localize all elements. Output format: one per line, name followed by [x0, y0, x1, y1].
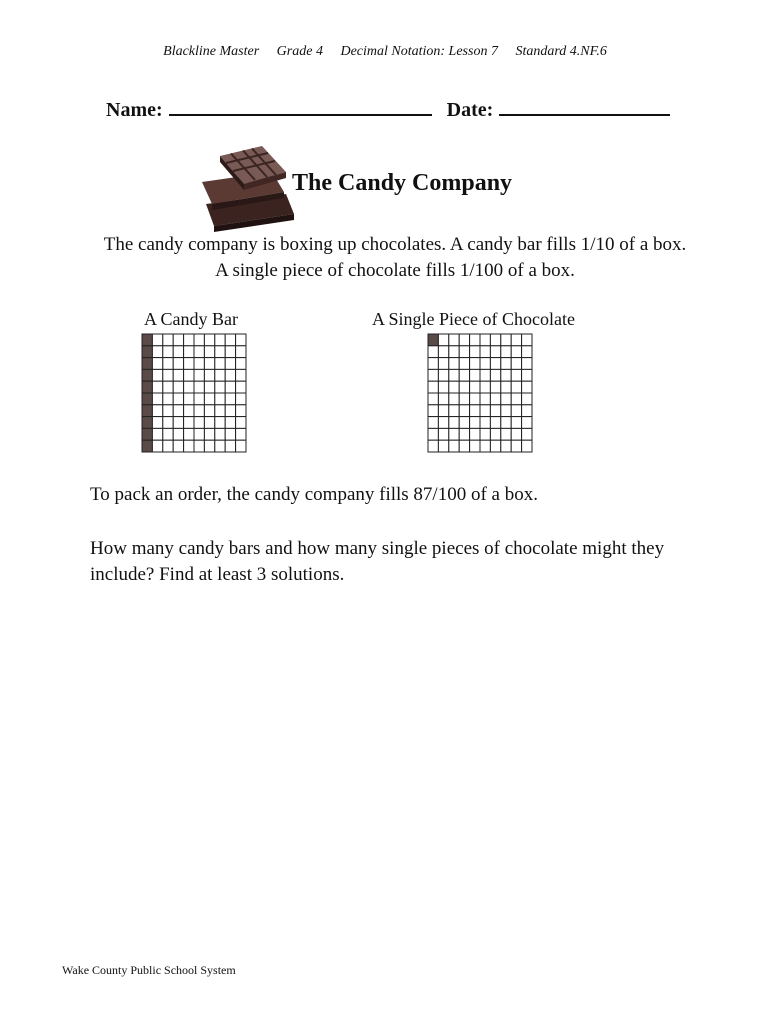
intro-text	[0, 232, 770, 284]
single-piece-grid-cell	[522, 428, 532, 440]
chocolate-bar-illustration	[200, 142, 298, 232]
single-piece-grid-cell	[470, 440, 480, 452]
candy-bar-grid-cell	[173, 334, 183, 346]
candy-bar-grid-cell	[173, 405, 183, 417]
single-piece-grid-cell	[459, 381, 469, 393]
candy-bar-grid-shaded-cell	[142, 381, 152, 393]
order-text: To pack an order, the candy company fills 87/100 of a box.	[90, 484, 538, 505]
candy-bar-grid-cell	[173, 440, 183, 452]
candy-bar-grid-cell	[194, 334, 204, 346]
single-piece-grid-cell	[459, 417, 469, 429]
single-piece-grid-cell	[449, 369, 459, 381]
candy-bar-grid-cell	[236, 440, 246, 452]
single-piece-grid-cell	[459, 405, 469, 417]
question-line-1: How many candy bars and how many single pieces of chocolate might they	[90, 538, 665, 559]
candy-bar-label: A Candy Bar	[144, 309, 238, 329]
single-piece-grid-cell	[490, 334, 500, 346]
candy-bar-grid-cell	[152, 381, 162, 393]
single-piece-grid-cell	[470, 334, 480, 346]
candy-bar-grid-shaded-cell	[142, 369, 152, 381]
candy-bar-grid-shaded-cell	[142, 440, 152, 452]
candy-bar-grid-cell	[225, 334, 235, 346]
candy-bar-grid-cell	[204, 428, 214, 440]
single-piece-grid-cell	[480, 381, 490, 393]
single-piece-grid-cell	[490, 428, 500, 440]
single-piece-grid-cell	[522, 358, 532, 370]
intro-line-1: The candy company is boxing up chocolates. A candy bar fills 1/10 of a box.	[103, 234, 687, 255]
candy-bar-grid-cell	[215, 428, 225, 440]
single-piece-grid-cell	[470, 428, 480, 440]
single-piece-grid-cell	[438, 346, 448, 358]
candy-bar-grid-cell	[225, 358, 235, 370]
single-piece-grid-cell	[501, 417, 511, 429]
candy-bar-grid-cell	[236, 346, 246, 358]
candy-bar-grid-cell	[204, 405, 214, 417]
single-piece-grid-cell	[522, 346, 532, 358]
single-piece-grid-cell	[449, 417, 459, 429]
candy-bar-grid-cell	[215, 381, 225, 393]
candy-bar-grid-cell	[215, 346, 225, 358]
single-piece-grid-cell	[438, 381, 448, 393]
single-piece-grid-cell	[438, 428, 448, 440]
candy-bar-grid-cell	[194, 358, 204, 370]
candy-bar-grid	[141, 333, 247, 455]
single-piece-grid-cell	[438, 440, 448, 452]
single-piece-grid-cell	[522, 440, 532, 452]
candy-bar-grid-cell	[152, 417, 162, 429]
single-piece-grid-cell	[449, 346, 459, 358]
single-piece-grid-cell	[501, 381, 511, 393]
candy-bar-grid-cell	[163, 358, 173, 370]
single-piece-grid-shaded-cell	[428, 334, 438, 346]
candy-bar-grid-cell	[236, 405, 246, 417]
candy-bar-grid-cell	[163, 346, 173, 358]
candy-bar-grid-cell	[163, 428, 173, 440]
single-piece-grid-cell	[480, 358, 490, 370]
candy-bar-grid-cell	[215, 405, 225, 417]
question-text	[90, 536, 710, 588]
single-piece-grid-cell	[511, 358, 521, 370]
single-piece-grid-cell	[480, 405, 490, 417]
single-piece-grid-cell	[511, 346, 521, 358]
single-piece-grid-cell	[438, 334, 448, 346]
single-piece-grid-cell	[428, 405, 438, 417]
candy-bar-grid-cell	[215, 393, 225, 405]
single-piece-grid-cell	[511, 381, 521, 393]
single-piece-grid-cell	[470, 393, 480, 405]
single-piece-grid-cell	[501, 369, 511, 381]
single-piece-grid-cell	[511, 428, 521, 440]
candy-bar-grid-cell	[225, 405, 235, 417]
candy-bar-grid-shaded-cell	[142, 346, 152, 358]
single-piece-grid-cell	[511, 334, 521, 346]
candy-bar-grid-cell	[194, 381, 204, 393]
single-piece-grid-cell	[428, 381, 438, 393]
single-piece-grid-cell	[459, 393, 469, 405]
header-master: Blackline Master	[163, 44, 260, 59]
page-header	[0, 44, 770, 60]
candy-bar-grid-cell	[225, 393, 235, 405]
candy-bar-grid-cell	[173, 428, 183, 440]
single-piece-grid-cell	[470, 417, 480, 429]
candy-bar-grid-cell	[163, 440, 173, 452]
question-line-2: include? Find at least 3 solutions.	[90, 564, 345, 585]
single-piece-grid-cell	[459, 428, 469, 440]
single-piece-grid-cell	[501, 334, 511, 346]
single-piece-grid-cell	[470, 405, 480, 417]
single-piece-grid-cell	[459, 369, 469, 381]
single-piece-grid-cell	[480, 334, 490, 346]
candy-bar-grid-cell	[236, 417, 246, 429]
single-piece-grid-cell	[459, 334, 469, 346]
candy-bar-grid-cell	[194, 369, 204, 381]
candy-bar-grid-cell	[163, 334, 173, 346]
single-piece-grid-cell	[522, 369, 532, 381]
single-piece-grid-cell	[470, 346, 480, 358]
single-piece-grid-cell	[449, 405, 459, 417]
single-piece-grid-cell	[470, 381, 480, 393]
candy-bar-grid-cell	[225, 417, 235, 429]
single-piece-grid-cell	[449, 358, 459, 370]
candy-bar-grid-cell	[215, 358, 225, 370]
single-piece-grid-cell	[501, 346, 511, 358]
name-label: Name:	[106, 99, 163, 121]
single-piece-grid-cell	[501, 393, 511, 405]
candy-bar-grid-cell	[236, 369, 246, 381]
candy-bar-grid-cell	[194, 393, 204, 405]
single-piece-grid-cell	[438, 417, 448, 429]
candy-bar-grid-cell	[204, 393, 214, 405]
candy-bar-grid-shaded-cell	[142, 405, 152, 417]
single-piece-label: A Single Piece of Chocolate	[372, 309, 575, 329]
single-piece-grid-cell	[490, 346, 500, 358]
candy-bar-grid-shaded-cell	[142, 393, 152, 405]
footer-text: Wake County Public School System	[62, 963, 236, 977]
candy-bar-grid-cell	[163, 381, 173, 393]
header-grade: Grade 4	[276, 44, 323, 59]
candy-bar-grid-cell	[184, 369, 194, 381]
candy-bar-grid-cell	[204, 358, 214, 370]
candy-bar-grid-cell	[173, 417, 183, 429]
candy-bar-grid-cell	[173, 393, 183, 405]
candy-bar-grid-cell	[215, 440, 225, 452]
single-piece-grid-cell	[438, 405, 448, 417]
candy-bar-grid-shaded-cell	[142, 334, 152, 346]
single-piece-grid-cell	[501, 358, 511, 370]
single-piece-grid-cell	[438, 393, 448, 405]
candy-bar-grid-cell	[236, 334, 246, 346]
single-piece-grid-cell	[501, 428, 511, 440]
candy-bar-grid-cell	[204, 381, 214, 393]
candy-bar-grid-cell	[152, 358, 162, 370]
candy-bar-grid-shaded-cell	[142, 358, 152, 370]
name-field[interactable]	[169, 96, 432, 116]
single-piece-grid-cell	[449, 440, 459, 452]
candy-bar-grid-cell	[236, 393, 246, 405]
single-piece-grid-cell	[428, 346, 438, 358]
candy-bar-grid-shaded-cell	[142, 428, 152, 440]
single-piece-grid-cell	[511, 417, 521, 429]
single-piece-grid-cell	[490, 440, 500, 452]
candy-bar-grid-cell	[184, 428, 194, 440]
single-piece-grid-cell	[490, 393, 500, 405]
candy-bar-grid-cell	[173, 346, 183, 358]
header-standard: Standard 4.NF.6	[515, 44, 607, 59]
single-piece-grid-cell	[428, 369, 438, 381]
intro-line-2: A single piece of chocolate fills 1/100 of a box.	[215, 260, 575, 281]
single-piece-grid-cell	[449, 381, 459, 393]
single-piece-grid-cell	[428, 417, 438, 429]
candy-bar-grid-cell	[225, 428, 235, 440]
candy-bar-grid-cell	[173, 369, 183, 381]
single-piece-grid-cell	[459, 346, 469, 358]
candy-bar-grid-cell	[163, 417, 173, 429]
candy-bar-grid-shaded-cell	[142, 417, 152, 429]
single-piece-grid-cell	[480, 369, 490, 381]
candy-bar-grid-cell	[152, 334, 162, 346]
candy-bar-grid-cell	[236, 358, 246, 370]
candy-bar-grid-cell	[152, 393, 162, 405]
single-piece-grid-cell	[470, 358, 480, 370]
single-piece-grid-cell	[511, 369, 521, 381]
candy-bar-grid-cell	[194, 417, 204, 429]
candy-bar-grid-cell	[215, 417, 225, 429]
single-piece-grid-cell	[480, 417, 490, 429]
date-field[interactable]	[499, 96, 670, 116]
single-piece-grid-cell	[522, 381, 532, 393]
single-piece-grid-cell	[480, 440, 490, 452]
candy-bar-grid-cell	[152, 346, 162, 358]
single-piece-grid-cell	[511, 405, 521, 417]
candy-bar-grid-cell	[152, 405, 162, 417]
candy-bar-grid-cell	[194, 428, 204, 440]
candy-bar-grid-cell	[184, 417, 194, 429]
candy-bar-grid-cell	[225, 346, 235, 358]
candy-bar-grid-cell	[152, 428, 162, 440]
single-piece-grid-cell	[459, 440, 469, 452]
candy-bar-grid-cell	[184, 381, 194, 393]
candy-bar-grid-cell	[173, 381, 183, 393]
single-piece-grid-cell	[470, 369, 480, 381]
single-piece-grid-cell	[490, 405, 500, 417]
single-piece-grid-cell	[449, 428, 459, 440]
candy-bar-grid-cell	[204, 417, 214, 429]
single-piece-grid-cell	[490, 381, 500, 393]
single-piece-grid-cell	[438, 358, 448, 370]
single-piece-grid-cell	[480, 428, 490, 440]
candy-bar-grid-cell	[184, 405, 194, 417]
single-piece-grid-cell	[480, 393, 490, 405]
candy-bar-grid-cell	[152, 369, 162, 381]
candy-bar-grid-cell	[225, 440, 235, 452]
candy-bar-grid-cell	[204, 440, 214, 452]
single-piece-grid-cell	[490, 358, 500, 370]
candy-bar-grid-cell	[184, 358, 194, 370]
date-label: Date:	[446, 99, 494, 121]
candy-bar-grid-cell	[194, 440, 204, 452]
single-piece-grid-cell	[438, 369, 448, 381]
single-piece-grid-cell	[480, 346, 490, 358]
header-lesson: Decimal Notation: Lesson 7	[340, 44, 498, 59]
candy-bar-grid-cell	[184, 393, 194, 405]
single-piece-grid-cell	[511, 393, 521, 405]
candy-bar-grid-cell	[204, 334, 214, 346]
candy-bar-grid-cell	[194, 405, 204, 417]
single-piece-grid-cell	[459, 358, 469, 370]
candy-bar-grid-cell	[225, 381, 235, 393]
single-piece-grid-cell	[522, 405, 532, 417]
candy-bar-grid-cell	[236, 381, 246, 393]
candy-bar-grid-cell	[163, 393, 173, 405]
single-piece-grid-cell	[522, 417, 532, 429]
single-piece-grid-cell	[428, 440, 438, 452]
candy-bar-grid-cell	[236, 428, 246, 440]
candy-bar-grid-cell	[152, 440, 162, 452]
single-piece-grid	[427, 333, 533, 455]
name-date-line	[106, 96, 706, 122]
candy-bar-grid-cell	[184, 440, 194, 452]
candy-bar-grid-cell	[184, 334, 194, 346]
candy-bar-grid-cell	[173, 358, 183, 370]
candy-bar-grid-cell	[184, 346, 194, 358]
candy-bar-grid-cell	[163, 405, 173, 417]
candy-bar-grid-cell	[215, 369, 225, 381]
single-piece-grid-cell	[511, 440, 521, 452]
candy-bar-grid-cell	[215, 334, 225, 346]
single-piece-grid-cell	[490, 369, 500, 381]
candy-bar-grid-cell	[204, 346, 214, 358]
single-piece-grid-cell	[449, 393, 459, 405]
single-piece-grid-cell	[428, 358, 438, 370]
single-piece-grid-cell	[490, 417, 500, 429]
page-title: The Candy Company	[292, 170, 513, 196]
single-piece-grid-cell	[522, 393, 532, 405]
single-piece-grid-cell	[522, 334, 532, 346]
candy-bar-grid-cell	[204, 369, 214, 381]
single-piece-grid-cell	[501, 405, 511, 417]
single-piece-grid-cell	[501, 440, 511, 452]
single-piece-grid-cell	[428, 393, 438, 405]
candy-bar-grid-cell	[163, 369, 173, 381]
candy-bar-grid-cell	[194, 346, 204, 358]
single-piece-grid-cell	[428, 428, 438, 440]
single-piece-grid-cell	[449, 334, 459, 346]
candy-bar-grid-cell	[225, 369, 235, 381]
